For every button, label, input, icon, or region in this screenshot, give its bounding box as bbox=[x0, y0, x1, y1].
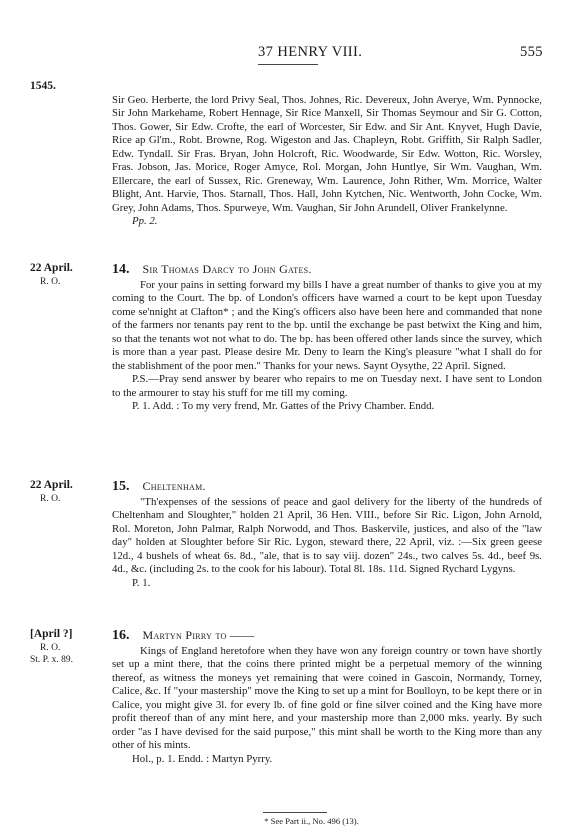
entry-15-pages: P. 1. bbox=[132, 576, 151, 589]
margin-entry-14 bbox=[30, 262, 102, 288]
margin-date: 22 April. bbox=[30, 262, 73, 274]
entry-14-text: For your pains in setting forward my bills I have a great number of thanks to give you at my coming to the Court. The bp. of London's officers have warned a court to be kept upon Tuesday come se'nnight at Clafton* ; and the King's officers also have been here and commanded that none of the farmers nor tenants pay rent to the bp. until the exchange be past betwixt the King and him, so that the tenants wot not what to do. The bp. has been offered other lands since the survey, which is more than a year past. Please desire Mr. Deny to learn the King's pleasure "what I shall do for the stablishment of the poor men." Thanks for your news. Saynt Oysythe, 22 April. Signed. bbox=[112, 279, 542, 372]
margin-date: [April ?] bbox=[30, 628, 73, 640]
page-number: 555 bbox=[520, 44, 543, 60]
entry-13-names: Sir Geo. Herberte, the lord Privy Seal, Thos. Johnes, Ric. Devereux, John Averye, Wm. Pynnocke, Sir John Markehame, Robert Hennage, Sir Rice Manxell, Sir Thomas Seymour and Sir G. Cotton, Thos. Gower, Sir Edw. Crofte, the earl of Worcester, Sir Edw. and Sir Ant. Knyvet, Hugh Davie, Rice ap Gl'm., Robt. Browne, Rog. Wigeston and Jas. Chapleyn, Robt. Griffith, Sir Ralph Sadler, Edw. Tyndall. Sir Fras. Bryan, John Holcroft, Ric. Woodwarde, Sir Edw. Wotton, Ric. Worsley, Fras. Jobson, Jas. Morice, Roger Amyce, Rol. Morgan, John Huntlye, Sir Wm. Vaughan, Wm. Ellercare, the earl of Sussex, Ric. Greneway, Wm. Laurence, John Rither, Wm. Morrice, Walter Blight, Ant. Harvie, Thos. Starnall, Thos. Hall, John Kytchen, Nic. Wentworth, John Cocke, Wm. Grey, John Adams, Thos. Spurweye, Wm. Vaughan, Sir John Arundell, Oliver Frankelynne. bbox=[112, 94, 542, 214]
margin-source: R. O. bbox=[40, 276, 61, 287]
footnote-rule bbox=[263, 812, 327, 813]
entry-number: 14. bbox=[112, 262, 130, 277]
entry-16-text: Kings of England heretofore when they have won any foreign country or town have shortly set up a mint there, that the coins there printed might be a perpetual memory of the winning thereof, as witness the moneys yet remaining that were coined in Gascoin, Normandy, Torney, Calice, &c. If "your mastership" move the King to set up a mint for Boulloyn, to be kept there or in Calice, you might give 3l. for every lb. of fine gold or fine silver coined and the King have more profit thereof than of any mint here, and your mastership more than 2,000 mks. yearly. By such order "as I have devised for the said purpose," this mint shall be worth to the King more than any other of his mints. bbox=[112, 645, 542, 752]
entry-14-pages: P. 1. Add. : To my very frend, Mr. Gattes of the Privy Chamber. Endd. bbox=[132, 400, 435, 413]
entry-15-text: "Th'expenses of the sessions of peace and gaol delivery for the liberty of the hundreds of Cheltenham and Sloughter," holden 21 April, 36 Hen. VIII., before Sir Ric. Ligon, John Arnold, Rol. Moreton, John Palmar, Ralph Norwodd, and Thos. Baskervile, justices, and also of the "law day" holden at Sloughter before Sir Ric. Lygon, steward there, 22 April, viz. :—Six green geese 12d., 4 bushels of wheat 6s. 8d., "ale, that is to say viij. dozen" 24s., two calves 5s. 4d., beef 9s. 4d., &c. (including 2s. to the cook for his labour). Total 8l. 18s. 11d. Signed Rychard Lygyns. bbox=[112, 496, 542, 576]
entry-15-body bbox=[112, 496, 542, 590]
margin-source-ref: St. P. x. 89. bbox=[30, 655, 74, 665]
entry-title: Cheltenham. bbox=[142, 479, 206, 493]
entry-16-pages: Hol., p. 1. Endd. : Martyn Pyrry. bbox=[132, 752, 273, 765]
entry-13-continuation bbox=[112, 94, 542, 229]
footnote: * See Part ii., No. 496 (13). bbox=[264, 816, 359, 826]
entry-number: 15. bbox=[112, 479, 130, 494]
running-head-title: 37 HENRY VIII. bbox=[258, 44, 363, 60]
entry-16-body bbox=[112, 645, 542, 766]
entry-13-pages: Pp. 2. bbox=[132, 215, 158, 228]
margin-entry-15 bbox=[30, 479, 102, 505]
entry-14-heading bbox=[112, 262, 552, 277]
entry-15-heading bbox=[112, 479, 552, 494]
entry-number: 16. bbox=[112, 628, 130, 643]
margin-source: R. O. bbox=[40, 493, 61, 504]
entry-title: Martyn Pirry to —— bbox=[142, 628, 255, 642]
margin-year: 1545. bbox=[30, 80, 56, 92]
margin-date: 22 April. bbox=[30, 479, 73, 491]
margin-entry-16 bbox=[30, 628, 102, 667]
entry-16-heading bbox=[112, 628, 552, 643]
entry-title: Sir Thomas Darcy to John Gates. bbox=[142, 262, 312, 276]
margin-source: R. O. bbox=[40, 642, 61, 653]
entry-14-body bbox=[112, 279, 542, 414]
header-rule bbox=[258, 64, 318, 65]
entry-14-postscript: P.S.—Pray send answer by bearer who repairs to me on Tuesday next. I have sent to London to the armourer to stay his stuff for me till my coming. bbox=[112, 373, 542, 399]
